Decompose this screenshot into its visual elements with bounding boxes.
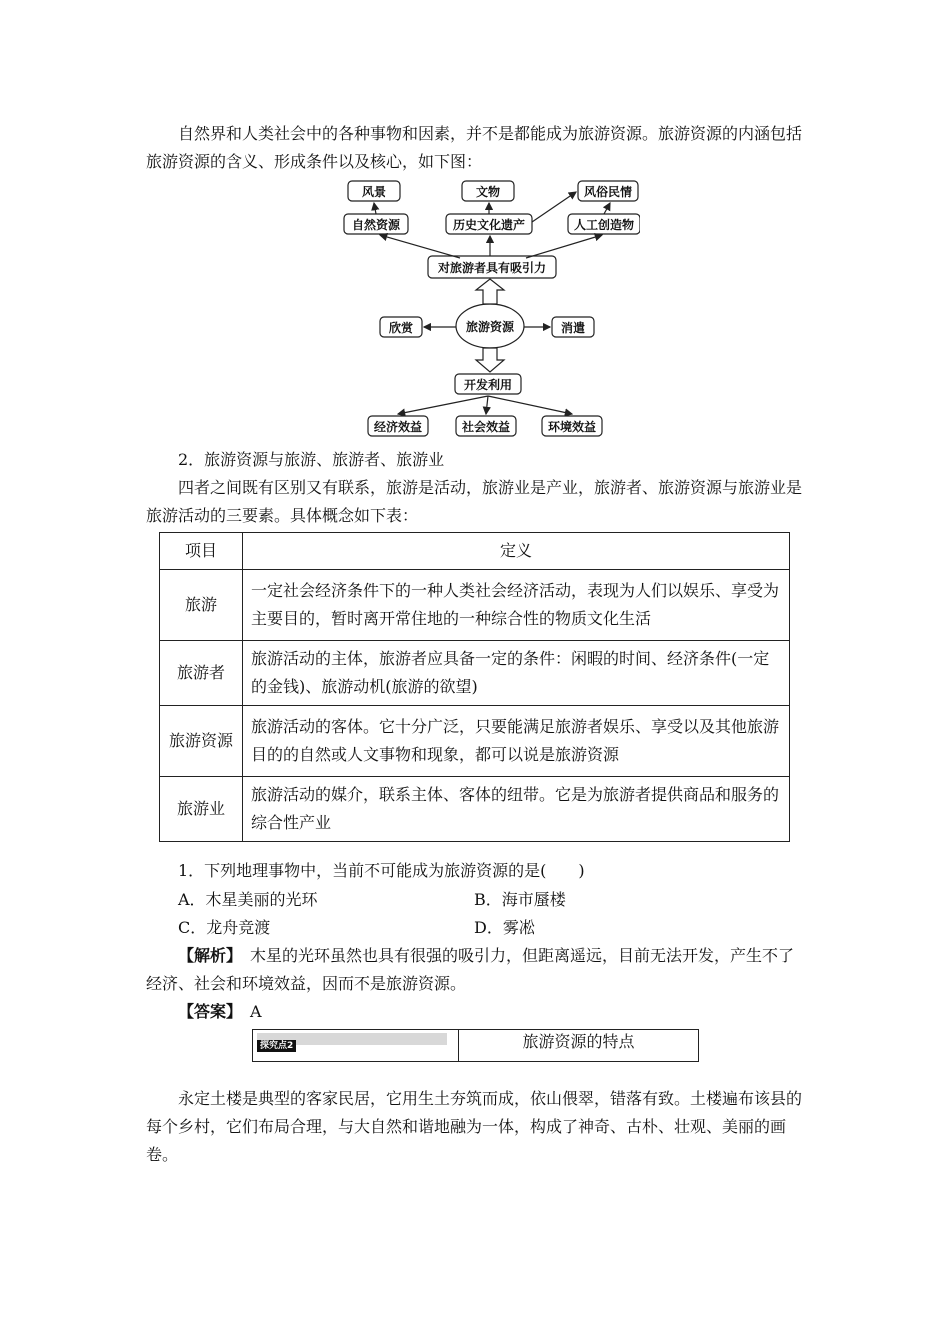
table-cell-item: 旅游者: [160, 641, 243, 706]
table-row: [160, 777, 790, 842]
option-a: A．木星美丽的光环: [178, 890, 318, 909]
answer-value: A: [250, 1002, 262, 1021]
topic-badge-bar: [257, 1033, 447, 1051]
topic-header-box: [252, 1029, 699, 1062]
table-cell-definition: 旅游活动的主体，旅游者应具备一定的条件：闲暇的时间、经济条件(一定的金钱)、旅游动机(旅游的欲望): [243, 641, 790, 706]
label-develop: 开发利用: [463, 378, 513, 392]
table-header: 项目: [160, 533, 243, 570]
table-cell-definition: 一定社会经济条件下的一种人类社会经济活动，表现为人们以娱乐、享受为主要目的，暂时离开常住地的一种综合性的物质文化生活: [243, 570, 790, 641]
label-natural-resources: 自然资源: [351, 218, 401, 232]
label-man-made: 人工创造物: [573, 218, 635, 232]
intro-paragraph: 自然界和人类社会中的各种事物和因素，并不是都能成为旅游资源。旅游资源的内涵包括旅游资源的含义、形成条件以及核心，如下图：: [146, 124, 803, 171]
table-row: [160, 706, 790, 777]
label-scenery: 风景: [361, 185, 387, 199]
topic-title: 旅游资源的特点: [522, 1032, 635, 1051]
analysis-paragraph: [146, 942, 806, 998]
section2-text: 四者之间既有区别又有联系，旅游是活动，旅游业是产业，旅游者、旅游资源与旅游业是旅游活动的三要素。具体概念如下表：: [146, 478, 803, 525]
label-economic-benefit: 经济效益: [373, 420, 423, 434]
option-b: B．海市蜃楼: [474, 890, 566, 909]
answer-line: [178, 998, 262, 1026]
label-appreciate: 欣赏: [388, 321, 414, 335]
table-cell-item: 旅游: [160, 570, 243, 641]
section2-heading: 2．旅游资源与旅游、旅游者、旅游业: [178, 450, 445, 469]
topic-badge: 探究点2: [257, 1040, 296, 1052]
label-tourism-resource: 旅游资源: [465, 320, 515, 334]
table-row: [160, 641, 790, 706]
closing-paragraph: 永定土楼是典型的客家民居，它用生土夯筑而成，依山偎翠，错落有致。土楼遍布该县的每个乡村，它们布局合理，与大自然和谐地融为一体，构成了神奇、古朴、壮观、美丽的画卷。: [146, 1089, 803, 1164]
analysis-text: 木星的光环虽然也具有很强的吸引力，但距离遥远，目前无法开发，产生不了经济、社会和环境效益，因而不是旅游资源。: [146, 946, 795, 993]
label-folk-customs: 风俗民情: [583, 185, 633, 199]
label-recreation: 消遣: [560, 321, 586, 335]
answer-tag: 【答案】: [178, 1002, 235, 1021]
table-header: 定义: [243, 533, 790, 570]
table-header-row: [160, 533, 790, 570]
table-cell-item: 旅游业: [160, 777, 243, 842]
label-environment-benefit: 环境效益: [547, 420, 597, 434]
tourism-resource-concept-diagram: [340, 176, 640, 442]
label-attraction: 对旅游者具有吸引力: [437, 261, 547, 275]
option-c: C．龙舟竞渡: [178, 918, 271, 937]
label-historical-heritage: 历史文化遗产: [452, 218, 526, 232]
table-cell-definition: 旅游活动的媒介，联系主体、客体的纽带。它是为旅游者提供商品和服务的综合性产业: [243, 777, 790, 842]
table-cell-item: 旅游资源: [160, 706, 243, 777]
concept-table: [159, 532, 790, 842]
table-row: [160, 570, 790, 641]
analysis-tag: 【解析】: [178, 946, 235, 965]
label-social-benefit: 社会效益: [461, 420, 511, 434]
option-d: D．雾凇: [474, 918, 535, 937]
table-cell-definition: 旅游活动的客体。它十分广泛，只要能满足旅游者娱乐、享受以及其他旅游目的的自然或人文事物和现象，都可以说是旅游资源: [243, 706, 790, 777]
label-relics: 文物: [475, 185, 501, 199]
question-stem: 1．下列地理事物中，当前不可能成为旅游资源的是( ): [178, 861, 585, 880]
